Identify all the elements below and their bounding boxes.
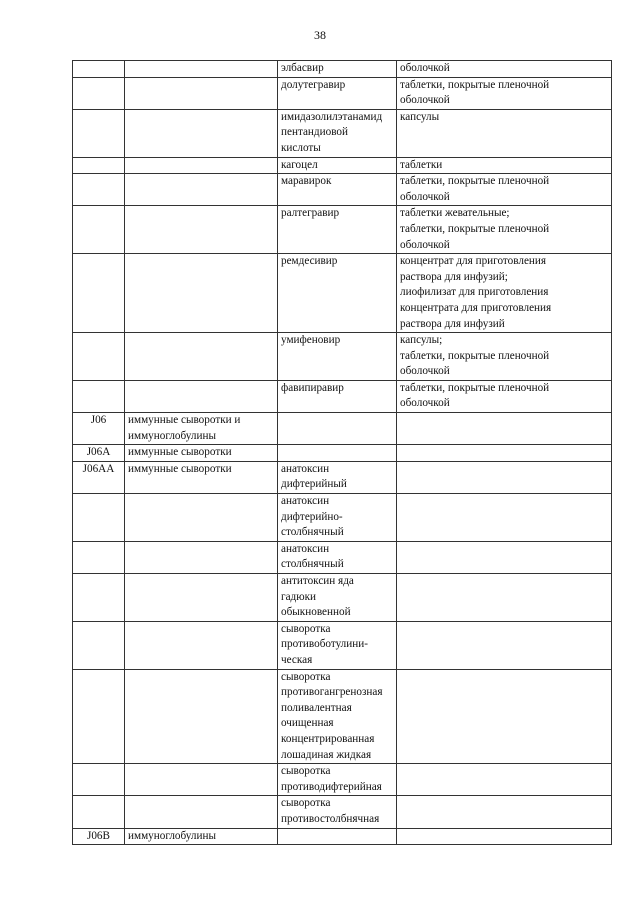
table-row: [73, 254, 612, 333]
atc-code-cell: [73, 109, 125, 157]
atc-code-cell: J06A: [73, 445, 125, 462]
table-row: [73, 541, 612, 573]
atc-code-cell: [73, 174, 125, 206]
dosage-form-cell: [397, 413, 612, 445]
dosage-form-cell: [397, 621, 612, 669]
atc-code-cell: [73, 621, 125, 669]
atc-code-cell: [73, 157, 125, 174]
table-row: [73, 494, 612, 542]
drug-name-cell: кагоцел: [278, 157, 397, 174]
group-name-cell: иммуноглобулины: [125, 828, 278, 845]
table-row: [73, 174, 612, 206]
table-row: [73, 621, 612, 669]
drug-name-cell: сыворотка противостолбнячная: [278, 796, 397, 828]
atc-code-cell: [73, 333, 125, 381]
atc-code-cell: J06B: [73, 828, 125, 845]
atc-code-cell: J06: [73, 413, 125, 445]
dosage-form-cell: таблетки жевательные; таблетки, покрытые пленочной оболочкой: [397, 206, 612, 254]
group-name-cell: [125, 796, 278, 828]
table-row: [73, 77, 612, 109]
dosage-form-cell: концентрат для приготовления раствора для инфузий; лиофилизат для приготовления концентрата для приготовления раствора для инфузий: [397, 254, 612, 333]
dosage-form-cell: оболочкой: [397, 61, 612, 78]
group-name-cell: [125, 157, 278, 174]
drug-name-cell: сыворотка противогангренозная поливалентная очищенная концентрированная лошадиная жидкая: [278, 669, 397, 764]
drug-name-cell: фавипиравир: [278, 380, 397, 412]
drug-name-cell: маравирок: [278, 174, 397, 206]
group-name-cell: [125, 764, 278, 796]
drug-name-cell: имидазолилэтанамид пентандиовой кислоты: [278, 109, 397, 157]
page-number: 38: [314, 28, 326, 42]
drug-name-cell: ралтегравир: [278, 206, 397, 254]
dosage-form-cell: [397, 445, 612, 462]
table-row: [73, 380, 612, 412]
group-name-cell: [125, 61, 278, 78]
group-name-cell: иммунные сыворотки: [125, 445, 278, 462]
drug-name-cell: анатоксин столбнячный: [278, 541, 397, 573]
atc-code-cell: J06AA: [73, 461, 125, 493]
atc-code-cell: [73, 796, 125, 828]
dosage-form-cell: таблетки, покрытые пленочной оболочкой: [397, 380, 612, 412]
table-row: [73, 413, 612, 445]
table-row: [73, 764, 612, 796]
drug-name-cell: долутегравир: [278, 77, 397, 109]
dosage-form-cell: [397, 574, 612, 622]
dosage-form-cell: [397, 461, 612, 493]
atc-code-cell: [73, 494, 125, 542]
table-row: [73, 157, 612, 174]
group-name-cell: иммунные сыворотки: [125, 461, 278, 493]
group-name-cell: [125, 174, 278, 206]
atc-code-cell: [73, 574, 125, 622]
table-body: [73, 61, 612, 845]
group-name-cell: [125, 574, 278, 622]
group-name-cell: [125, 494, 278, 542]
atc-code-cell: [73, 254, 125, 333]
drug-name-cell: [278, 828, 397, 845]
table-row: [73, 61, 612, 78]
drug-name-cell: элбасвир: [278, 61, 397, 78]
dosage-form-cell: [397, 796, 612, 828]
table-row: [73, 109, 612, 157]
group-name-cell: [125, 380, 278, 412]
dosage-form-cell: [397, 764, 612, 796]
atc-code-cell: [73, 541, 125, 573]
drug-name-cell: анатоксин дифтерийно- столбнячный: [278, 494, 397, 542]
drug-name-cell: антитоксин яда гадюки обыкновенной: [278, 574, 397, 622]
dosage-form-cell: таблетки, покрытые пленочной оболочкой: [397, 77, 612, 109]
dosage-form-cell: таблетки: [397, 157, 612, 174]
drug-name-cell: [278, 413, 397, 445]
group-name-cell: [125, 109, 278, 157]
group-name-cell: иммунные сыворотки и иммуноглобулины: [125, 413, 278, 445]
group-name-cell: [125, 333, 278, 381]
drug-table: [72, 60, 612, 845]
drug-name-cell: ремдесивир: [278, 254, 397, 333]
dosage-form-cell: капсулы: [397, 109, 612, 157]
dosage-form-cell: [397, 541, 612, 573]
drug-name-cell: сыворотка противодифтерийная: [278, 764, 397, 796]
atc-code-cell: [73, 206, 125, 254]
dosage-form-cell: [397, 669, 612, 764]
dosage-form-cell: [397, 828, 612, 845]
drug-name-cell: анатоксин дифтерийный: [278, 461, 397, 493]
table-row: [73, 828, 612, 845]
group-name-cell: [125, 669, 278, 764]
group-name-cell: [125, 77, 278, 109]
table-row: [73, 669, 612, 764]
group-name-cell: [125, 254, 278, 333]
dosage-form-cell: капсулы; таблетки, покрытые пленочной оболочкой: [397, 333, 612, 381]
table-row: [73, 445, 612, 462]
table-row: [73, 574, 612, 622]
atc-code-cell: [73, 764, 125, 796]
atc-code-cell: [73, 380, 125, 412]
group-name-cell: [125, 541, 278, 573]
atc-code-cell: [73, 61, 125, 78]
atc-code-cell: [73, 669, 125, 764]
drug-name-cell: умифеновир: [278, 333, 397, 381]
group-name-cell: [125, 621, 278, 669]
table-row: [73, 333, 612, 381]
atc-code-cell: [73, 77, 125, 109]
table-row: [73, 796, 612, 828]
group-name-cell: [125, 206, 278, 254]
table-row: [73, 206, 612, 254]
dosage-form-cell: [397, 494, 612, 542]
table-row: [73, 461, 612, 493]
drug-name-cell: сыворотка противоботулини- ческая: [278, 621, 397, 669]
dosage-form-cell: таблетки, покрытые пленочной оболочкой: [397, 174, 612, 206]
drug-name-cell: [278, 445, 397, 462]
